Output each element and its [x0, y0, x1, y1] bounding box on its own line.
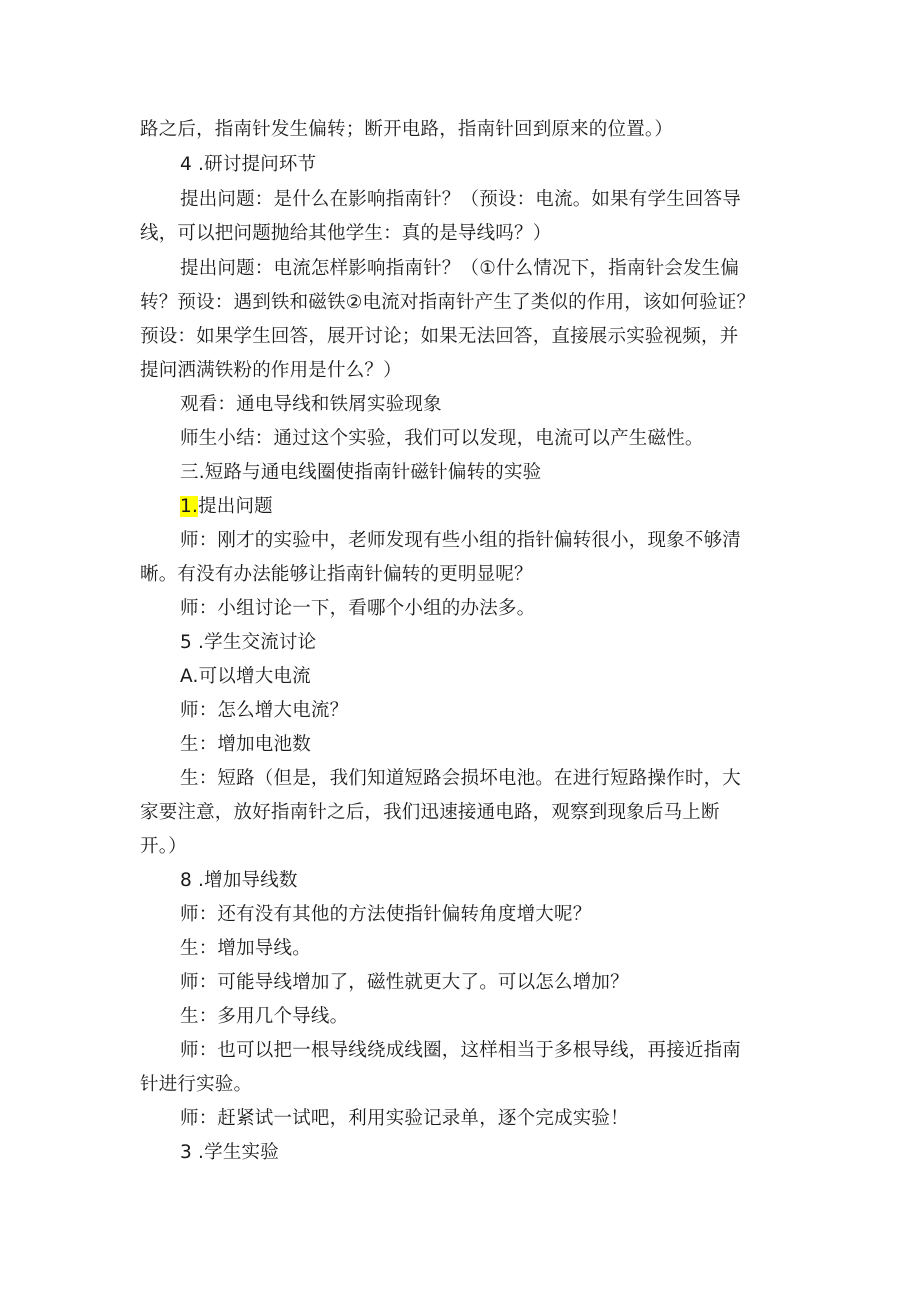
paragraph-line: 师：小组讨论一下，看哪个小组的办法多。 [180, 598, 536, 619]
paragraph-line: 提出问题：是什么在影响指南针？（预设：电流。如果有学生回答导 [180, 189, 742, 210]
paragraph-line: 生：多用几个导线。 [180, 1006, 349, 1027]
paragraph-line: 师：可能导线增加了，磁性就更大了。可以怎么增加？ [180, 972, 629, 993]
paragraph-line: 家要注意，放好指南针之后，我们迅速接通电路，观察到现象后马上断 [140, 802, 720, 823]
paragraph-line: A.可以增大电流 [180, 666, 311, 687]
section-heading: 三.短路与通电线圈使指南针磁针偏转的实验 [180, 462, 542, 483]
heading-text: 提出问题 [198, 496, 273, 517]
section-heading: 3 .学生实验 [180, 1142, 279, 1163]
paragraph-line: 转？预设：遇到铁和磁铁②电流对指南针产生了类似的作用，该如何验证？ [140, 292, 756, 313]
subsection-heading [180, 494, 273, 520]
paragraph-line: 提出问题：电流怎样影响指南针？（①什么情况下，指南针会发生偏 [180, 258, 740, 279]
paragraph-line: 师生小结：通过这个实验，我们可以发现，电流可以产生磁性。 [180, 428, 704, 449]
paragraph-line: 师：赶紧试一试吧，利用实验记录单，逐个完成实验！ [180, 1108, 629, 1129]
paragraph-line: 师：刚才的实验中，老师发现有些小组的指针偏转很小，现象不够清 [180, 530, 742, 551]
paragraph-line: 针进行实验。 [140, 1074, 253, 1095]
paragraph-line: 师：还有没有其他的方法使指针偏转角度增大呢？ [180, 904, 592, 925]
paragraph-line: 生：短路（但是，我们知道短路会损坏电池。在进行短路操作时，大 [180, 768, 742, 789]
section-heading: 4 .研讨提问环节 [180, 154, 317, 175]
highlighted-number: 1. [180, 496, 199, 517]
paragraph-line: 生：增加电池数 [180, 734, 311, 755]
paragraph-line: 晰。有没有办法能够让指南针偏转的更明显呢？ [140, 564, 533, 585]
paragraph-line: 路之后，指南针发生偏转；断开电路，指南针回到原来的位置。） [140, 119, 674, 140]
paragraph-line: 师：也可以把一根导线绕成线圈，这样相当于多根导线，再接近指南 [180, 1040, 742, 1061]
paragraph-line: 预设：如果学生回答，展开讨论；如果无法回答，直接展示实验视频，并 [140, 326, 739, 347]
paragraph-line: 师：怎么增大电流？ [180, 700, 349, 721]
section-heading: 5 .学生交流讨论 [180, 632, 317, 653]
paragraph-line: 开。） [140, 836, 187, 857]
paragraph-line: 生：增加导线。 [180, 938, 311, 959]
paragraph-line: 线，可以把问题抛给其他学生：真的是导线吗？） [140, 223, 552, 244]
paragraph-line: 观看：通电导线和铁屑实验现象 [180, 394, 442, 415]
paragraph-line: 提问洒满铁粉的作用是什么？） [140, 360, 402, 381]
section-heading: 8 .增加导线数 [180, 870, 298, 891]
